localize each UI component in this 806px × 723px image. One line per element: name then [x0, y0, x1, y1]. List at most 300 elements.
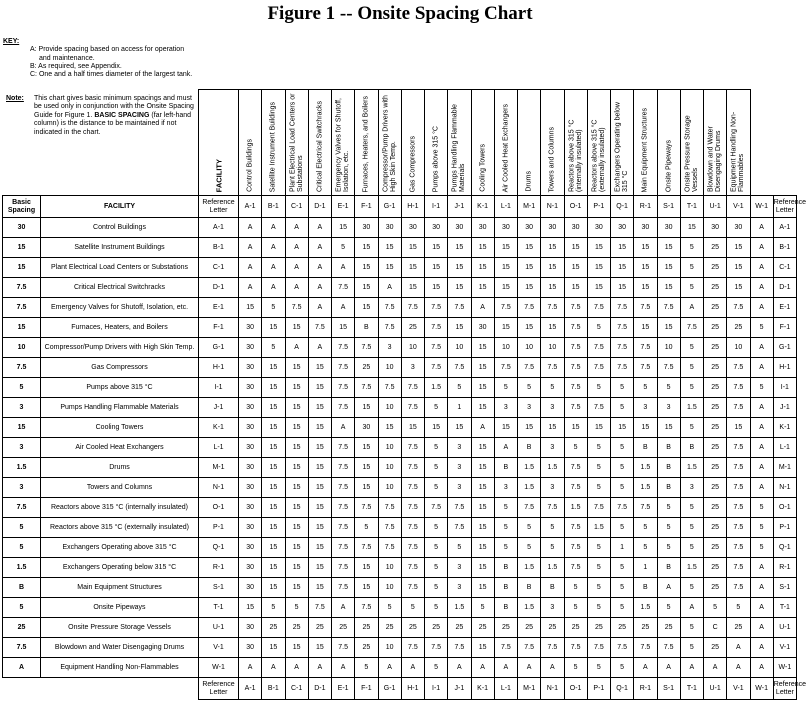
spacing-value-cell: 15: [401, 258, 424, 278]
table-row: [3, 638, 797, 658]
spacing-value-cell: 5: [750, 538, 773, 558]
spacing-value-cell: 7.5: [727, 578, 750, 598]
spacing-value-cell: 5: [262, 598, 285, 618]
basic-spacing-cell: 1.5: [3, 558, 41, 578]
spacing-value-cell: B: [494, 578, 517, 598]
spacing-value-cell: 7.5: [378, 378, 401, 398]
footer-column-letter-h-1: H-1: [401, 678, 424, 700]
spacing-value-cell: 7.5: [587, 298, 610, 318]
spacing-value-cell: 15: [494, 318, 517, 338]
spacing-value-cell: 7.5: [564, 398, 587, 418]
spacing-value-cell: 30: [355, 418, 378, 438]
facility-name-cell: Drums: [41, 458, 199, 478]
spacing-value-cell: 15: [471, 258, 494, 278]
facility-name-cell: Satellite Instrument Buildings: [41, 238, 199, 258]
spacing-value-cell: 15: [308, 378, 331, 398]
spacing-value-cell: 5: [657, 378, 680, 398]
spacing-value-cell: 25: [378, 618, 401, 638]
spacing-value-cell: 7.5: [332, 578, 355, 598]
spacing-value-cell: 15: [541, 258, 564, 278]
spacing-value-cell: 25: [401, 618, 424, 638]
spacing-value-cell: 25: [308, 618, 331, 638]
column-header-label: Pumps Handling Flammable Materials: [451, 104, 467, 192]
spacing-value-cell: 7.5: [587, 498, 610, 518]
column-header-label: Drums: [525, 171, 533, 192]
spacing-value-cell: 15: [285, 478, 308, 498]
facility-name-cell: Critical Electrical Switchracks: [41, 278, 199, 298]
note-text-after: (far left-hand column) is the distance to be maintained if not indicated in the chart.: [34, 111, 192, 136]
column-header-label: Furnaces, Heaters, and Boilers: [362, 95, 370, 192]
spacing-value-cell: 15: [355, 458, 378, 478]
row-reference-letter: K-1: [199, 418, 239, 438]
column-letter-w-1: W-1: [750, 196, 773, 218]
spacing-value-cell: 25: [471, 618, 494, 638]
spacing-value-cell: A: [239, 658, 262, 678]
spacing-value-cell: 5: [564, 658, 587, 678]
footer-reference-letter-label-right: Reference Letter: [773, 678, 796, 700]
spacing-value-cell: 15: [494, 278, 517, 298]
spacing-value-cell: 5: [680, 538, 703, 558]
spacing-value-cell: 1: [634, 558, 657, 578]
spacing-value-cell: 30: [239, 518, 262, 538]
spacing-value-cell: 15: [634, 318, 657, 338]
spacing-value-cell: 5: [680, 238, 703, 258]
spacing-value-cell: 5: [425, 578, 448, 598]
spacing-value-cell: 15: [541, 238, 564, 258]
spacing-value-cell: 15: [308, 578, 331, 598]
spacing-value-cell: 7.5: [727, 558, 750, 578]
spacing-value-cell: 5: [564, 438, 587, 458]
spacing-value-cell: 25: [401, 318, 424, 338]
row-reference-letter-right: D-1: [773, 278, 796, 298]
footer-column-letter-d-1: D-1: [308, 678, 331, 700]
footer-column-letter-v-1: V-1: [727, 678, 750, 700]
spacing-value-cell: 5: [587, 478, 610, 498]
spacing-value-cell: 15: [262, 478, 285, 498]
spacing-value-cell: 7.5: [634, 498, 657, 518]
spacing-value-cell: 5: [425, 658, 448, 678]
table-row: [3, 318, 797, 338]
footer-column-letter-b-1: B-1: [262, 678, 285, 700]
footer-column-letter-l-1: L-1: [494, 678, 517, 700]
spacing-value-cell: 15: [355, 578, 378, 598]
spacing-value-cell: A: [285, 658, 308, 678]
spacing-value-cell: 7.5: [378, 518, 401, 538]
spacing-value-cell: 5: [541, 538, 564, 558]
column-header-label: Pumps above 315 °C: [432, 125, 440, 192]
spacing-value-cell: 15: [471, 278, 494, 298]
spacing-value-cell: 5: [262, 338, 285, 358]
spacing-value-cell: 5: [401, 598, 424, 618]
spacing-value-cell: 15: [401, 278, 424, 298]
spacing-value-cell: 5: [494, 378, 517, 398]
spacing-value-cell: 25: [704, 338, 727, 358]
spacing-value-cell: 30: [611, 218, 634, 238]
spacing-value-cell: 25: [448, 618, 471, 638]
spacing-value-cell: 15: [355, 398, 378, 418]
row-reference-letter-right: V-1: [773, 638, 796, 658]
spacing-value-cell: 5: [680, 258, 703, 278]
spacing-value-cell: 15: [332, 218, 355, 238]
row-reference-letter: C-1: [199, 258, 239, 278]
key-item-a: A: Provide spacing based on access for operation and maintenance.: [30, 46, 185, 62]
spacing-value-cell: 7.5: [355, 598, 378, 618]
spacing-value-cell: A: [262, 218, 285, 238]
facility-name-cell: Cooling Towers: [41, 418, 199, 438]
spacing-value-cell: A: [750, 438, 773, 458]
spacing-value-cell: 5: [680, 378, 703, 398]
spacing-value-cell: 15: [308, 418, 331, 438]
spacing-value-cell: 1.5: [680, 558, 703, 578]
spacing-value-cell: A: [750, 338, 773, 358]
spacing-value-cell: 25: [704, 418, 727, 438]
spacing-value-cell: 15: [448, 238, 471, 258]
table-row: [3, 418, 797, 438]
spacing-value-cell: 7.5: [564, 558, 587, 578]
spacing-value-cell: 5: [680, 278, 703, 298]
spacing-value-cell: 7.5: [425, 498, 448, 518]
spacing-value-cell: 25: [704, 518, 727, 538]
spacing-value-cell: A: [471, 658, 494, 678]
spacing-value-cell: 7.5: [448, 518, 471, 538]
spacing-value-cell: A: [332, 418, 355, 438]
spacing-value-cell: 5: [494, 538, 517, 558]
spacing-value-cell: 7.5: [587, 398, 610, 418]
row-reference-letter: I-1: [199, 378, 239, 398]
column-letter-v-1: V-1: [727, 196, 750, 218]
spacing-value-cell: 5: [611, 658, 634, 678]
spacing-value-cell: 15: [308, 558, 331, 578]
spacing-value-cell: 3: [494, 478, 517, 498]
spacing-value-cell: 15: [611, 278, 634, 298]
column-letter-o-1: O-1: [564, 196, 587, 218]
column-letter-m-1: M-1: [518, 196, 541, 218]
spacing-value-cell: 7.5: [401, 438, 424, 458]
spacing-value-cell: 7.5: [634, 638, 657, 658]
facility-name-cell: Reactors above 315 °C (internally insulated): [41, 498, 199, 518]
spacing-value-cell: 5: [587, 658, 610, 678]
spacing-value-cell: 7.5: [611, 298, 634, 318]
spacing-value-cell: 5: [587, 598, 610, 618]
spacing-value-cell: 25: [704, 538, 727, 558]
spacing-value-cell: 7.5: [564, 478, 587, 498]
spacing-value-cell: 7.5: [401, 558, 424, 578]
spacing-value-cell: A: [680, 298, 703, 318]
spacing-value-cell: 15: [308, 438, 331, 458]
row-reference-letter: J-1: [199, 398, 239, 418]
spacing-value-cell: 10: [378, 398, 401, 418]
chart-note: [6, 95, 194, 136]
spacing-value-cell: 25: [704, 258, 727, 278]
spacing-value-cell: A: [750, 618, 773, 638]
facility-name-cell: Equipment Handling Non-Flammables: [41, 658, 199, 678]
footer-reference-letter-label: Reference Letter: [199, 678, 239, 700]
spacing-value-cell: 7.5: [541, 358, 564, 378]
spacing-value-cell: 15: [587, 258, 610, 278]
spacing-value-cell: 10: [448, 338, 471, 358]
spacing-value-cell: A: [332, 298, 355, 318]
spacing-value-cell: 5: [262, 298, 285, 318]
spacing-value-cell: 15: [518, 258, 541, 278]
spacing-value-cell: A: [727, 638, 750, 658]
column-header-label: Control Buildings: [246, 139, 254, 192]
spacing-value-cell: 5: [518, 518, 541, 538]
spacing-value-cell: 15: [494, 418, 517, 438]
spacing-value-cell: A: [239, 218, 262, 238]
spacing-value-cell: 5: [680, 418, 703, 438]
spacing-value-cell: 25: [704, 298, 727, 318]
spacing-value-cell: 7.5: [332, 338, 355, 358]
spacing-value-cell: 30: [541, 218, 564, 238]
spacing-value-cell: 7.5: [425, 638, 448, 658]
spacing-value-cell: 15: [425, 278, 448, 298]
row-reference-letter-right: Q-1: [773, 538, 796, 558]
column-header-label: Cooling Towers: [478, 144, 486, 192]
basic-spacing-cell: 5: [3, 598, 41, 618]
facility-name-cell: Pumps Handling Flammable Materials: [41, 398, 199, 418]
spacing-value-cell: A: [704, 658, 727, 678]
spacing-value-cell: 15: [285, 558, 308, 578]
row-reference-letter: L-1: [199, 438, 239, 458]
spacing-value-cell: 5: [518, 538, 541, 558]
table-row: [3, 658, 797, 678]
spacing-value-cell: 30: [239, 618, 262, 638]
spacing-value-cell: 15: [262, 558, 285, 578]
spacing-value-cell: 10: [378, 478, 401, 498]
note-label: Note:: [6, 95, 24, 102]
spacing-value-cell: A: [448, 658, 471, 678]
spacing-value-cell: 7.5: [611, 498, 634, 518]
spacing-value-cell: 5: [611, 438, 634, 458]
spacing-value-cell: 7.5: [401, 578, 424, 598]
spacing-value-cell: 7.5: [587, 338, 610, 358]
footer-column-letter-w-1: W-1: [750, 678, 773, 700]
column-header-v-1: [727, 90, 750, 196]
spacing-value-cell: A: [750, 458, 773, 478]
spacing-value-cell: A: [750, 598, 773, 618]
spacing-value-cell: 30: [587, 218, 610, 238]
spacing-value-cell: 10: [378, 458, 401, 478]
spacing-value-cell: 7.5: [564, 298, 587, 318]
spacing-value-cell: 25: [704, 318, 727, 338]
spacing-value-cell: 7.5: [657, 358, 680, 378]
spacing-value-cell: A: [239, 258, 262, 278]
row-reference-letter: P-1: [199, 518, 239, 538]
spacing-value-cell: 1.5: [518, 458, 541, 478]
column-header-m-1: [518, 90, 541, 196]
spacing-value-cell: 5: [448, 378, 471, 398]
spacing-value-cell: 30: [634, 218, 657, 238]
spacing-value-cell: 25: [704, 438, 727, 458]
spacing-value-cell: 7.5: [541, 298, 564, 318]
spacing-value-cell: 15: [471, 238, 494, 258]
spacing-value-cell: A: [657, 658, 680, 678]
spacing-value-cell: 30: [401, 218, 424, 238]
spacing-value-cell: 7.5: [727, 538, 750, 558]
table-row: [3, 518, 797, 538]
spacing-value-cell: 7.5: [425, 298, 448, 318]
spacing-value-cell: 15: [680, 218, 703, 238]
note-body: [34, 95, 194, 137]
spacing-value-cell: 5: [611, 558, 634, 578]
spacing-value-cell: 5: [564, 598, 587, 618]
spacing-value-cell: 15: [611, 418, 634, 438]
spacing-value-cell: 15: [471, 458, 494, 478]
spacing-value-cell: 15: [285, 498, 308, 518]
spacing-value-cell: 25: [727, 318, 750, 338]
spacing-value-cell: 7.5: [332, 638, 355, 658]
column-letter-f-1: F-1: [355, 196, 378, 218]
spacing-value-cell: 15: [239, 298, 262, 318]
spacing-value-cell: 15: [657, 418, 680, 438]
spacing-value-cell: 7.5: [378, 318, 401, 338]
row-reference-letter-right: L-1: [773, 438, 796, 458]
spacing-value-cell: 25: [425, 618, 448, 638]
facility-vertical-header: [199, 90, 239, 196]
spacing-value-cell: 15: [425, 238, 448, 258]
spacing-value-cell: 5: [587, 538, 610, 558]
spacing-value-cell: 3: [657, 398, 680, 418]
spacing-value-cell: 7.5: [448, 498, 471, 518]
footer-column-letter-e-1: E-1: [332, 678, 355, 700]
spacing-table-body: [3, 218, 797, 678]
spacing-value-cell: 7.5: [494, 298, 517, 318]
spacing-value-cell: 5: [611, 598, 634, 618]
spacing-value-cell: 15: [471, 438, 494, 458]
spacing-value-cell: 15: [471, 538, 494, 558]
row-reference-letter-right: H-1: [773, 358, 796, 378]
spacing-value-cell: 25: [285, 618, 308, 638]
spacing-value-cell: 7.5: [680, 318, 703, 338]
table-row: [3, 598, 797, 618]
footer-column-letter-p-1: P-1: [587, 678, 610, 700]
facility-name-cell: Reactors above 315 °C (externally insulated): [41, 518, 199, 538]
page-title: Figure 1 -- Onsite Spacing Chart: [267, 3, 533, 24]
reference-letter-label-right: Reference Letter: [773, 196, 796, 218]
column-letter-l-1: L-1: [494, 196, 517, 218]
spacing-value-cell: 15: [262, 438, 285, 458]
spacing-value-cell: A: [541, 658, 564, 678]
column-letter-j-1: J-1: [448, 196, 471, 218]
spacing-value-cell: 5: [587, 458, 610, 478]
spacing-value-cell: 30: [378, 218, 401, 238]
spacing-value-cell: 7.5: [378, 298, 401, 318]
key-legend: [3, 38, 193, 79]
table-row: [3, 438, 797, 458]
spacing-value-cell: 15: [401, 238, 424, 258]
basic-spacing-cell: 7.5: [3, 358, 41, 378]
spacing-value-cell: 7.5: [564, 638, 587, 658]
spacing-value-cell: 5: [587, 318, 610, 338]
row-reference-letter: G-1: [199, 338, 239, 358]
spacing-value-cell: A: [262, 238, 285, 258]
spacing-value-cell: 15: [262, 418, 285, 438]
column-header-t-1: [680, 90, 703, 196]
spacing-value-cell: 7.5: [611, 638, 634, 658]
spacing-value-cell: B: [657, 478, 680, 498]
facility-name-cell: Control Buildings: [41, 218, 199, 238]
spacing-value-cell: 15: [518, 238, 541, 258]
spacing-value-cell: B: [518, 438, 541, 458]
column-header-label: Reactors above 315 °C (internally insulated): [568, 119, 583, 192]
spacing-value-cell: 10: [727, 338, 750, 358]
spacing-value-cell: 15: [541, 418, 564, 438]
spacing-value-cell: 7.5: [332, 278, 355, 298]
spacing-value-cell: 30: [727, 218, 750, 238]
spacing-value-cell: 10: [378, 438, 401, 458]
spacing-value-cell: 7.5: [332, 398, 355, 418]
spacing-value-cell: 1.5: [541, 458, 564, 478]
spacing-value-cell: 15: [355, 298, 378, 318]
spacing-value-cell: 7.5: [401, 638, 424, 658]
spacing-value-cell: 1.5: [518, 598, 541, 618]
column-letter-h-1: H-1: [401, 196, 424, 218]
column-header-e-1: [332, 90, 355, 196]
spacing-value-cell: 30: [239, 358, 262, 378]
basic-spacing-cell: 30: [3, 218, 41, 238]
facility-name-cell: Compressor/Pump Drivers with High Skin Temp.: [41, 338, 199, 358]
column-letter-t-1: T-1: [680, 196, 703, 218]
spacing-value-cell: 3: [541, 598, 564, 618]
spacing-value-cell: 5: [611, 518, 634, 538]
spacing-value-cell: A: [285, 238, 308, 258]
spacing-value-cell: 25: [262, 618, 285, 638]
spacing-value-cell: 7.5: [611, 358, 634, 378]
spacing-value-cell: 5: [611, 578, 634, 598]
spacing-value-cell: 15: [541, 318, 564, 338]
spacing-value-cell: 15: [308, 518, 331, 538]
column-header-o-1: [564, 90, 587, 196]
spacing-value-cell: 7.5: [332, 438, 355, 458]
spacing-value-cell: 1.5: [541, 558, 564, 578]
spacing-value-cell: B: [355, 318, 378, 338]
spacing-value-cell: 15: [587, 278, 610, 298]
facility-name-cell: Exchangers Operating above 315 °C: [41, 538, 199, 558]
row-reference-letter-right: P-1: [773, 518, 796, 538]
basic-spacing-cell: 1.5: [3, 458, 41, 478]
spacing-value-cell: 30: [239, 558, 262, 578]
row-reference-letter-right: N-1: [773, 478, 796, 498]
spacing-value-cell: A: [401, 658, 424, 678]
spacing-value-cell: 7.5: [494, 358, 517, 378]
spacing-value-cell: 3: [541, 398, 564, 418]
spacing-value-cell: 7.5: [332, 518, 355, 538]
spacing-value-cell: 25: [704, 278, 727, 298]
column-header-c-1: [285, 90, 308, 196]
basic-spacing-cell: 7.5: [3, 498, 41, 518]
spacing-value-cell: 7.5: [308, 318, 331, 338]
row-reference-letter-right: I-1: [773, 378, 796, 398]
spacing-value-cell: 5: [355, 658, 378, 678]
spacing-value-cell: A: [634, 658, 657, 678]
spacing-value-cell: 15: [262, 578, 285, 598]
column-header-a-1: [239, 90, 262, 196]
spacing-value-cell: 5: [425, 558, 448, 578]
footer-column-letter-c-1: C-1: [285, 678, 308, 700]
spacing-value-cell: 15: [425, 418, 448, 438]
spacing-value-cell: 7.5: [634, 358, 657, 378]
column-letter-n-1: N-1: [541, 196, 564, 218]
spacing-value-cell: 30: [239, 578, 262, 598]
column-header-p-1: [587, 90, 610, 196]
spacing-value-cell: 7.5: [564, 518, 587, 538]
spacing-value-cell: 25: [332, 618, 355, 638]
spacing-value-cell: 25: [355, 618, 378, 638]
spacing-value-cell: A: [285, 278, 308, 298]
spacing-value-cell: 5: [750, 318, 773, 338]
spacing-value-cell: 15: [471, 338, 494, 358]
column-header-j-1: [448, 90, 471, 196]
